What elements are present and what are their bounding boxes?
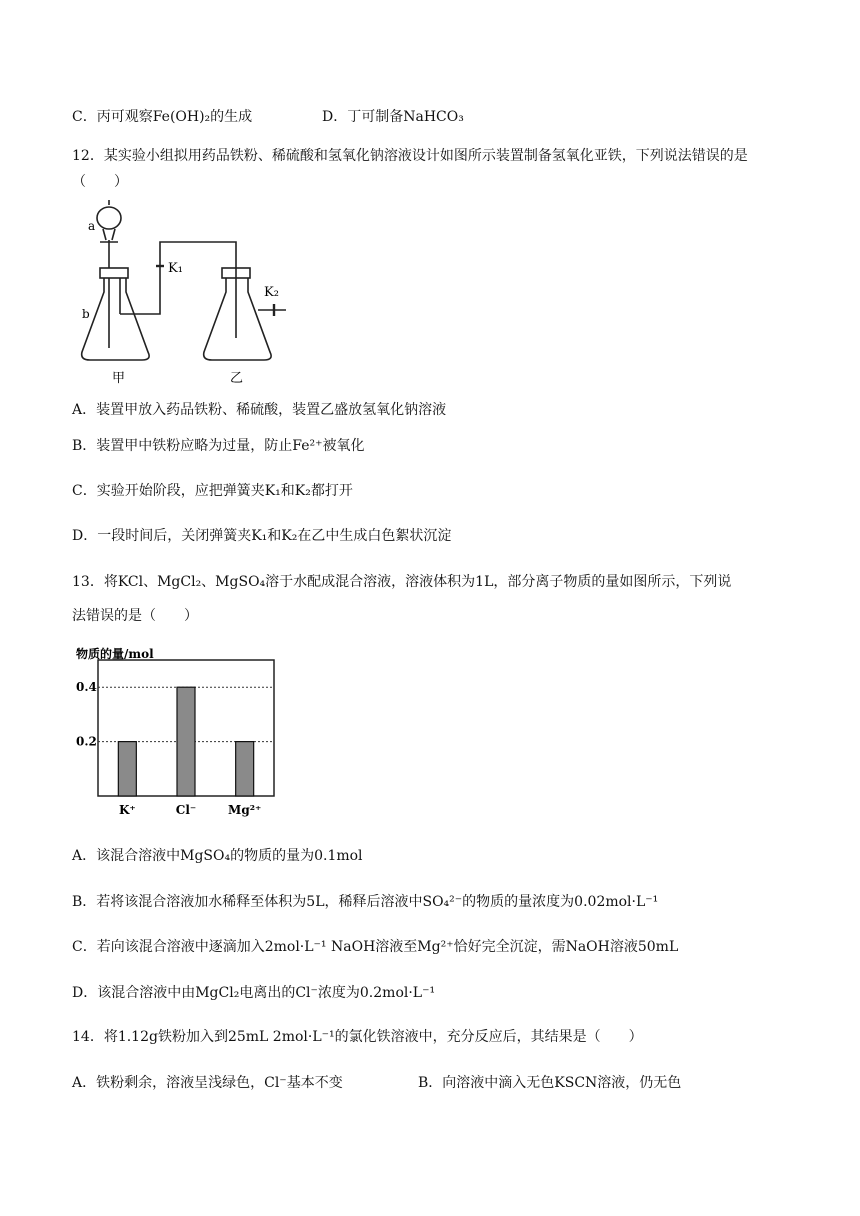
- bar: [236, 742, 254, 796]
- label-k2: K₂: [264, 285, 279, 300]
- q12-stem: 12．某实验小组拟用药品铁粉、稀硫酸和氢氧化钠溶液设计如图所示装置制备氢氧化亚铁，下列说法错误的是: [72, 148, 748, 164]
- label-a: a: [88, 219, 96, 233]
- q14-stem: 14．将1.12g铁粉加入到25mL 2mol·L⁻¹的氯化铁溶液中，充分反应后，其结果是（ ）: [72, 1029, 643, 1045]
- chart-ylabel: 物质的量/mol: [76, 647, 154, 661]
- q12-option-c: C．实验开始阶段，应把弹簧夹K₁和K₂都打开: [72, 483, 353, 499]
- q13-option-c: C．若向该混合溶液中逐滴加入2mol·L⁻¹ NaOH溶液至Mg²⁺恰好完全沉淀，需NaOH溶液50mL: [72, 939, 679, 955]
- q11-option-d: D．丁可制备NaHCO₃: [322, 109, 464, 125]
- y-tick-label: 0.4: [76, 680, 97, 695]
- bar: [118, 742, 136, 796]
- bar: [177, 687, 195, 796]
- label-k1: K₁: [168, 261, 183, 276]
- q13-option-d: D．该混合溶液中由MgCl₂电离出的Cl⁻浓度为0.2mol·L⁻¹: [72, 985, 436, 1001]
- apparatus-diagram: [76, 200, 296, 388]
- label-b: b: [82, 307, 90, 321]
- flask-jia-label: 甲: [112, 371, 126, 386]
- q12-option-b: B．装置甲中铁粉应略为过量，防止Fe²⁺被氧化: [72, 438, 365, 454]
- ion-amount-bar-chart: [74, 646, 284, 826]
- q12-option-d: D．一段时间后，关闭弹簧夹K₁和K₂在乙中生成白色絮状沉淀: [72, 528, 452, 544]
- q12-paren: （ ）: [72, 174, 128, 190]
- q12-option-a: A．装置甲放入药品铁粉、稀硫酸，装置乙盛放氢氧化钠溶液: [72, 402, 447, 418]
- x-tick-label: Mg²⁺: [228, 803, 262, 817]
- x-tick-label: K⁺: [118, 803, 136, 817]
- q14-option-b: B．向溶液中滴入无色KSCN溶液，仍无色: [418, 1075, 682, 1091]
- q13-option-b: B．若将该混合溶液加水稀释至体积为5L，稀释后溶液中SO₄²⁻的物质的量浓度为0.02mol·L⁻¹: [72, 894, 659, 910]
- q11-option-c: C．丙可观察Fe(OH)₂的生成: [72, 109, 253, 125]
- x-tick-label: Cl⁻: [175, 803, 197, 817]
- q13-stem-line1: 13．将KCl、MgCl₂、MgSO₄溶于水配成混合溶液，溶液体积为1L，部分离子物质的量如图所示，下列说: [72, 574, 732, 590]
- flask-yi-label: 乙: [230, 371, 244, 386]
- q14-option-a: A．铁粉剩余，溶液呈浅绿色，Cl⁻基本不变: [72, 1075, 343, 1091]
- q13-stem-line2: 法错误的是（ ）: [72, 608, 198, 624]
- q13-option-a: A．该混合溶液中MgSO₄的物质的量为0.1mol: [72, 848, 363, 864]
- y-tick-label: 0.2: [76, 734, 97, 749]
